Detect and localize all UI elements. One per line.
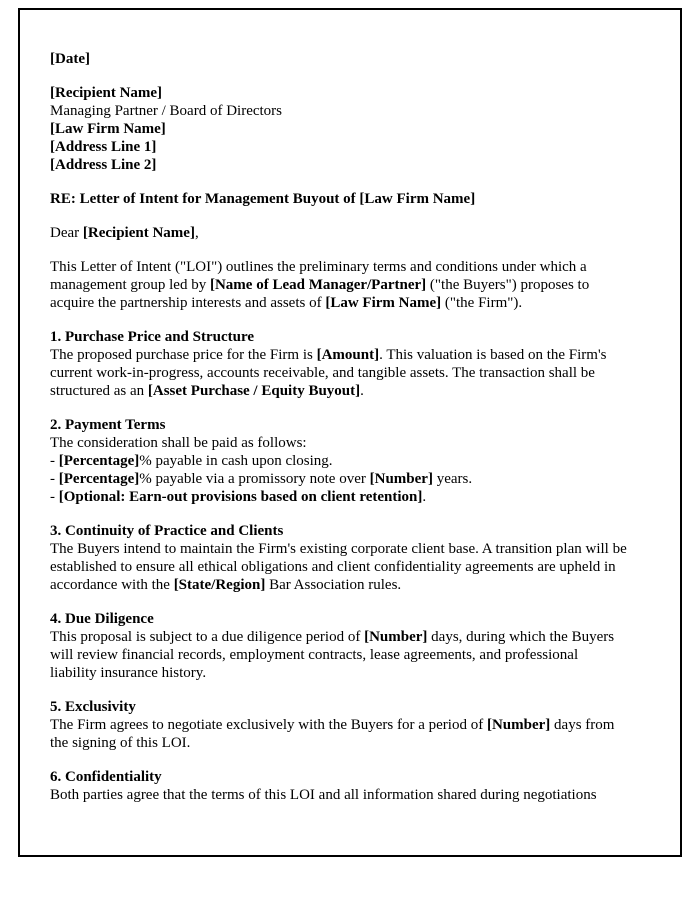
text-line <box>50 138 628 156</box>
text-line <box>50 716 628 752</box>
bold-text-segment: [Recipient Name] <box>50 85 163 101</box>
text-segment: This Letter of Intent ("LOI") outlines the preliminary terms and conditions under which a management group led by <box>50 259 587 293</box>
bold-text-segment: [Percentage] <box>58 471 140 487</box>
text-line <box>50 470 628 488</box>
text-segment: years. <box>432 471 473 487</box>
text-segment: The Firm agrees to negotiate exclusively with the Buyers for a period of <box>50 717 487 733</box>
text-segment: - <box>50 453 59 469</box>
text-segment: % payable via a promissory note over <box>139 471 370 487</box>
bold-text-segment: [Date] <box>50 51 90 67</box>
bold-text-segment: [State/Region] <box>173 577 266 593</box>
section-6-confidentiality <box>50 768 628 804</box>
text-line <box>50 434 628 452</box>
text-segment: , <box>194 225 199 241</box>
text-segment: days, during which the Buyers will review financial records, employment contracts, lease agreements, and professional liability insurance history. <box>50 629 615 681</box>
address-block <box>50 84 628 174</box>
text-segment: % payable in cash upon closing. <box>139 453 333 469</box>
text-line <box>50 786 628 804</box>
bold-text-segment: 6. Confidentiality <box>50 769 162 785</box>
text-line <box>50 452 628 470</box>
text-line <box>50 522 628 540</box>
text-line <box>50 610 628 628</box>
text-line <box>50 102 628 120</box>
bold-text-segment: [Address Line 1] <box>50 139 157 155</box>
bold-text-segment: [Address Line 2] <box>50 157 157 173</box>
bold-text-segment: 2. Payment Terms <box>50 417 166 433</box>
bold-text-segment: [Amount] <box>316 347 380 363</box>
bold-text-segment: [Percentage] <box>58 453 140 469</box>
text-line <box>50 488 628 506</box>
bold-text-segment: [Optional: Earn-out provisions based on client retention] <box>58 489 423 505</box>
text-segment: The Buyers intend to maintain the Firm's existing corporate client base. A transition plan will be established to ensure all ethical obligations and client confidentiality agreements are upheld in accordance with the <box>50 541 627 593</box>
text-segment: Bar Association rules. <box>265 577 402 593</box>
section-5-exclusivity <box>50 698 628 752</box>
text-line <box>50 346 628 400</box>
bold-text-segment: 1. Purchase Price and Structure <box>50 329 255 345</box>
text-segment: Managing Partner / Board of Directors <box>50 103 283 119</box>
bold-text-segment: [Law Firm Name] <box>325 295 442 311</box>
re-line <box>50 190 628 208</box>
text-line <box>50 120 628 138</box>
text-line <box>50 768 628 786</box>
text-segment: . <box>360 383 364 399</box>
text-line <box>50 258 628 312</box>
text-segment: Dear <box>50 225 83 241</box>
text-segment: . This valuation is based on the Firm's current work-in-progress, accounts receivable, and tangible assets. The transaction shall be structured as an <box>50 347 607 399</box>
bold-text-segment: [Recipient Name] <box>82 225 195 241</box>
text-line <box>50 328 628 346</box>
text-line <box>50 190 628 208</box>
bold-text-segment: 3. Continuity of Practice and Clients <box>50 523 284 539</box>
text-segment: - <box>50 489 59 505</box>
text-segment: - <box>50 471 59 487</box>
date-line <box>50 50 628 68</box>
bold-text-segment: [Number] <box>486 717 551 733</box>
letter-body <box>20 10 680 834</box>
text-segment: The proposed purchase price for the Firm is <box>50 347 317 363</box>
text-segment: ("the Buyers") proposes to acquire the partnership interests and assets of <box>50 277 590 311</box>
text-segment: ("the Firm"). <box>441 295 523 311</box>
text-segment: Both parties agree that the terms of this LOI and all information shared during negotiations <box>50 787 597 803</box>
bold-text-segment: [Number] <box>364 629 428 645</box>
section-2-payment-terms <box>50 416 628 506</box>
text-line <box>50 224 628 242</box>
bold-text-segment: RE: Letter of Intent for Management Buyout of [Law Firm Name] <box>50 191 476 207</box>
text-line <box>50 416 628 434</box>
section-4-due-diligence <box>50 610 628 682</box>
intro-paragraph <box>50 258 628 312</box>
bold-text-segment: 4. Due Diligence <box>50 611 154 627</box>
text-line <box>50 698 628 716</box>
text-line <box>50 50 628 68</box>
text-line <box>50 540 628 594</box>
section-1-purchase-price <box>50 328 628 400</box>
letter-page <box>18 8 682 857</box>
bold-text-segment: [Number] <box>369 471 433 487</box>
section-3-continuity <box>50 522 628 594</box>
bold-text-segment: [Law Firm Name] <box>50 121 166 137</box>
bold-text-segment: 5. Exclusivity <box>50 699 136 715</box>
salutation <box>50 224 628 242</box>
text-line <box>50 156 628 174</box>
text-line <box>50 84 628 102</box>
text-segment: days from the signing of this LOI. <box>50 717 615 751</box>
text-segment: This proposal is subject to a due diligence period of <box>50 629 365 645</box>
text-line <box>50 628 628 682</box>
text-segment: . <box>422 489 427 505</box>
bold-text-segment: [Name of Lead Manager/Partner] <box>209 277 427 293</box>
text-segment: The consideration shall be paid as follows: <box>50 435 307 451</box>
bold-text-segment: [Asset Purchase / Equity Buyout] <box>147 383 361 399</box>
